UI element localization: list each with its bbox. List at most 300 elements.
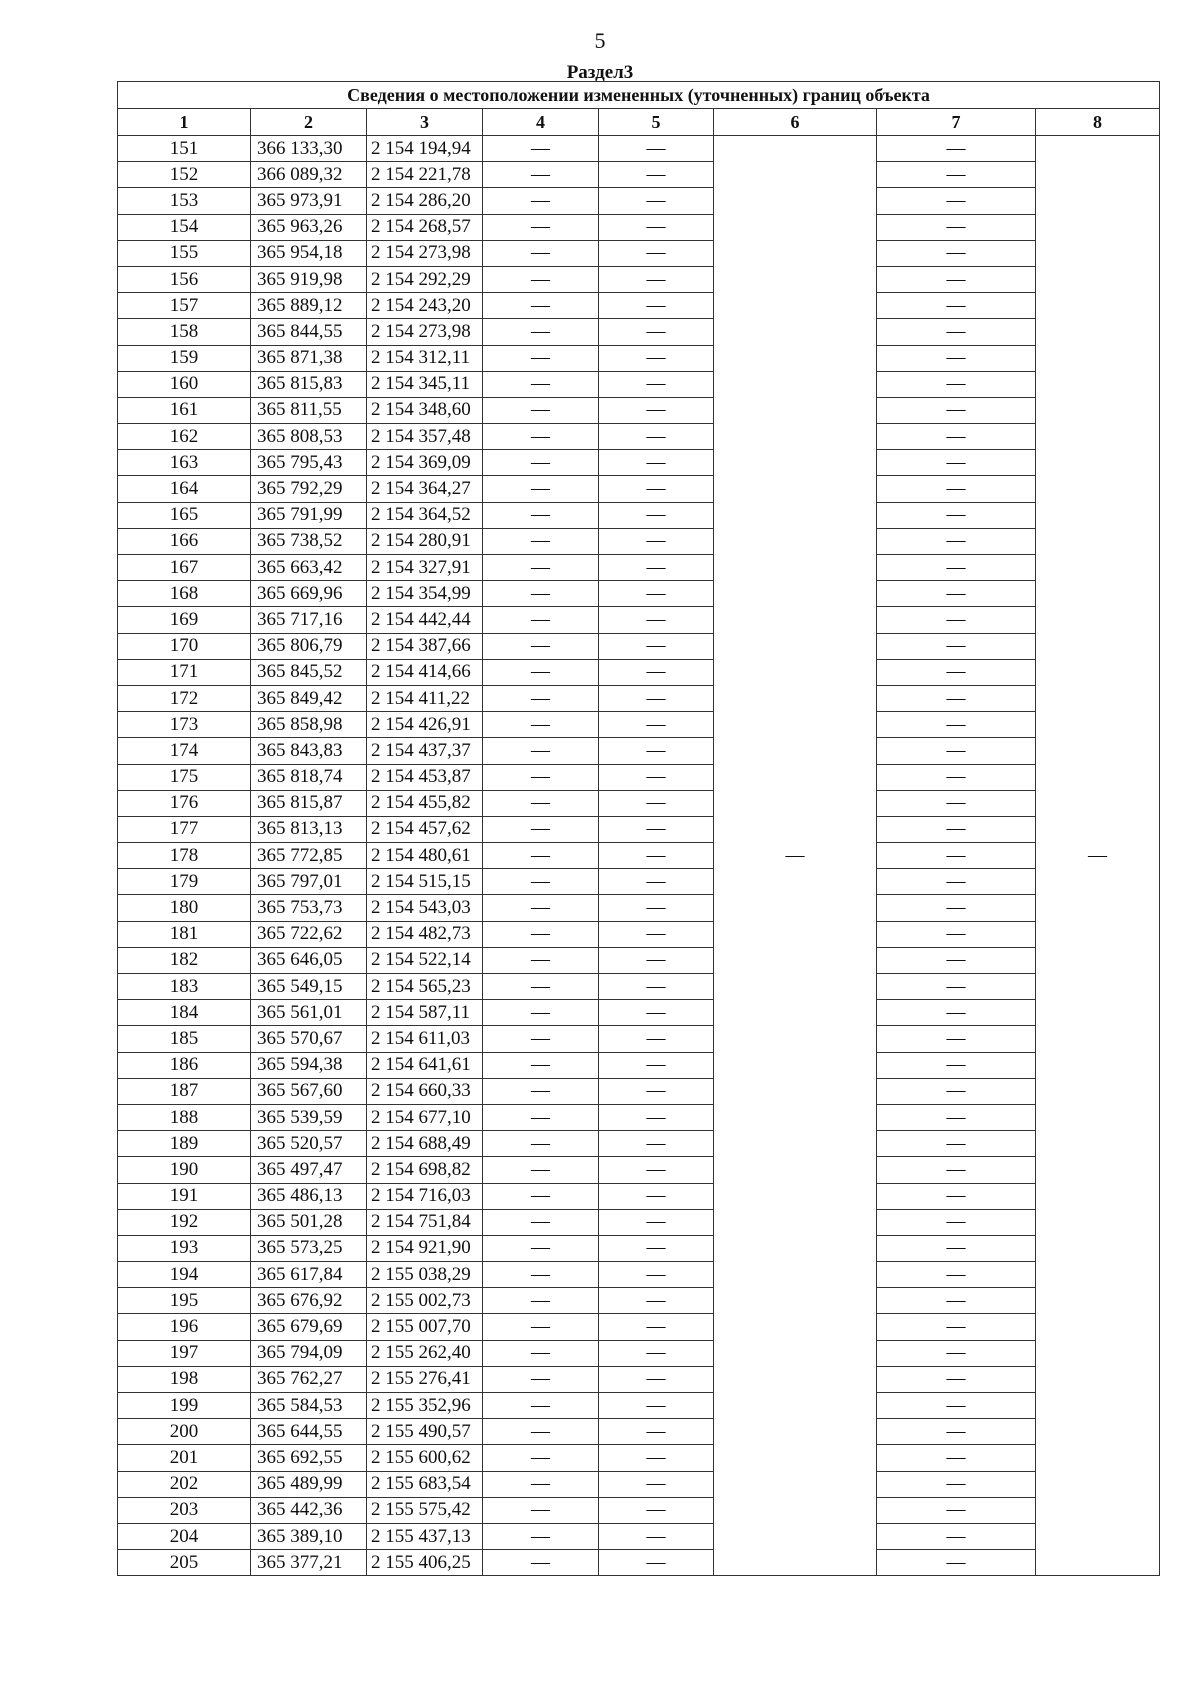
column-5-cell: — — [599, 1288, 714, 1314]
column-4-cell: — — [483, 1183, 599, 1209]
point-number-cell: 171 — [118, 659, 251, 685]
point-number-cell: 203 — [118, 1497, 251, 1523]
point-number-cell: 177 — [118, 816, 251, 842]
column-header: 1 — [118, 109, 251, 136]
table-row — [118, 1000, 1160, 1026]
y-coordinate-cell: 2 154 268,57 — [367, 214, 483, 240]
column-7-cell: — — [877, 659, 1036, 685]
column-5-cell: — — [599, 424, 714, 450]
x-coordinate-cell: 365 442,36 — [251, 1497, 367, 1523]
table-row — [118, 1183, 1160, 1209]
y-coordinate-cell: 2 154 243,20 — [367, 293, 483, 319]
column-5-cell: — — [599, 764, 714, 790]
column-5-cell: — — [599, 1131, 714, 1157]
point-number-cell: 196 — [118, 1314, 251, 1340]
y-coordinate-cell: 2 155 007,70 — [367, 1314, 483, 1340]
x-coordinate-cell: 365 815,83 — [251, 371, 367, 397]
column-4-cell: — — [483, 1235, 599, 1261]
y-coordinate-cell: 2 154 482,73 — [367, 921, 483, 947]
column-7-cell: — — [877, 633, 1036, 659]
x-coordinate-cell: 365 646,05 — [251, 947, 367, 973]
y-coordinate-cell: 2 154 751,84 — [367, 1209, 483, 1235]
x-coordinate-cell: 365 813,13 — [251, 816, 367, 842]
column-4-cell: — — [483, 816, 599, 842]
y-coordinate-cell: 2 154 611,03 — [367, 1026, 483, 1052]
y-coordinate-cell: 2 154 387,66 — [367, 633, 483, 659]
y-coordinate-cell: 2 154 411,22 — [367, 685, 483, 711]
y-coordinate-cell: 2 154 273,98 — [367, 240, 483, 266]
point-number-cell: 160 — [118, 371, 251, 397]
x-coordinate-cell: 365 795,43 — [251, 450, 367, 476]
x-coordinate-cell: 365 858,98 — [251, 712, 367, 738]
column-7-cell: — — [877, 1262, 1036, 1288]
column-4-cell: — — [483, 476, 599, 502]
column-4-cell: — — [483, 1209, 599, 1235]
column-4-cell: — — [483, 293, 599, 319]
column-7-cell: — — [877, 345, 1036, 371]
x-coordinate-cell: 366 133,30 — [251, 136, 367, 162]
column-5-cell: — — [599, 1052, 714, 1078]
y-coordinate-cell: 2 154 354,99 — [367, 581, 483, 607]
point-number-cell: 164 — [118, 476, 251, 502]
column-5-cell: — — [599, 397, 714, 423]
column-7-cell: — — [877, 555, 1036, 581]
column-5-cell: — — [599, 659, 714, 685]
x-coordinate-cell: 365 663,42 — [251, 555, 367, 581]
table-row — [118, 738, 1160, 764]
column-5-cell: — — [599, 1235, 714, 1261]
x-coordinate-cell: 365 843,83 — [251, 738, 367, 764]
column-5-cell: — — [599, 240, 714, 266]
y-coordinate-cell: 2 155 600,62 — [367, 1445, 483, 1471]
x-coordinate-cell: 365 567,60 — [251, 1078, 367, 1104]
column-7-cell: — — [877, 685, 1036, 711]
y-coordinate-cell: 2 155 262,40 — [367, 1340, 483, 1366]
table-row — [118, 1131, 1160, 1157]
y-coordinate-cell: 2 154 345,11 — [367, 371, 483, 397]
column-4-cell: — — [483, 555, 599, 581]
column-4-cell: — — [483, 214, 599, 240]
column-5-cell: — — [599, 869, 714, 895]
column-5-cell: — — [599, 738, 714, 764]
column-5-cell: — — [599, 843, 714, 869]
table-row — [118, 1419, 1160, 1445]
column-4-cell: — — [483, 1366, 599, 1392]
column-4-cell: — — [483, 790, 599, 816]
point-number-cell: 153 — [118, 188, 251, 214]
point-number-cell: 156 — [118, 266, 251, 292]
table-row — [118, 214, 1160, 240]
y-coordinate-cell: 2 154 455,82 — [367, 790, 483, 816]
column-5-cell: — — [599, 1419, 714, 1445]
column-4-cell: — — [483, 659, 599, 685]
y-coordinate-cell: 2 154 327,91 — [367, 555, 483, 581]
column-4-cell: — — [483, 1314, 599, 1340]
y-coordinate-cell: 2 154 364,27 — [367, 476, 483, 502]
y-coordinate-cell: 2 154 522,14 — [367, 947, 483, 973]
table-row — [118, 1104, 1160, 1130]
table-row — [118, 450, 1160, 476]
table-caption: Сведения о местоположении измененных (уточненных) границ объекта — [118, 82, 1160, 109]
column-4-cell: — — [483, 1445, 599, 1471]
y-coordinate-cell: 2 155 352,96 — [367, 1393, 483, 1419]
column-7-cell: — — [877, 1366, 1036, 1392]
x-coordinate-cell: 365 549,15 — [251, 974, 367, 1000]
column-5-cell: — — [599, 1209, 714, 1235]
x-coordinate-cell: 365 808,53 — [251, 424, 367, 450]
x-coordinate-cell: 365 963,26 — [251, 214, 367, 240]
point-number-cell: 158 — [118, 319, 251, 345]
column-5-cell: — — [599, 1078, 714, 1104]
point-number-cell: 167 — [118, 555, 251, 581]
column-header: 8 — [1036, 109, 1160, 136]
x-coordinate-cell: 365 486,13 — [251, 1183, 367, 1209]
column-4-cell: — — [483, 1523, 599, 1549]
point-number-cell: 204 — [118, 1523, 251, 1549]
point-number-cell: 180 — [118, 895, 251, 921]
x-coordinate-cell: 365 520,57 — [251, 1131, 367, 1157]
x-coordinate-cell: 365 753,73 — [251, 895, 367, 921]
point-number-cell: 166 — [118, 528, 251, 554]
x-coordinate-cell: 365 722,62 — [251, 921, 367, 947]
column-4-cell: — — [483, 895, 599, 921]
table-row — [118, 240, 1160, 266]
point-number-cell: 172 — [118, 685, 251, 711]
column-4-cell: — — [483, 1104, 599, 1130]
table-row — [118, 162, 1160, 188]
column-5-cell: — — [599, 345, 714, 371]
x-coordinate-cell: 365 762,27 — [251, 1366, 367, 1392]
column-7-cell: — — [877, 1000, 1036, 1026]
point-number-cell: 157 — [118, 293, 251, 319]
table-row — [118, 921, 1160, 947]
x-coordinate-cell: 365 806,79 — [251, 633, 367, 659]
y-coordinate-cell: 2 154 543,03 — [367, 895, 483, 921]
point-number-cell: 151 — [118, 136, 251, 162]
point-number-cell: 178 — [118, 843, 251, 869]
table-row — [118, 555, 1160, 581]
column-7-cell: — — [877, 1209, 1036, 1235]
point-number-cell: 169 — [118, 607, 251, 633]
column-4-cell: — — [483, 947, 599, 973]
table-row — [118, 1340, 1160, 1366]
column-4-cell: — — [483, 974, 599, 1000]
x-coordinate-cell: 365 791,99 — [251, 502, 367, 528]
x-coordinate-cell: 365 792,29 — [251, 476, 367, 502]
column-7-cell: — — [877, 371, 1036, 397]
x-coordinate-cell: 365 594,38 — [251, 1052, 367, 1078]
column-4-cell: — — [483, 319, 599, 345]
column-header-row — [118, 109, 1160, 136]
point-number-cell: 193 — [118, 1235, 251, 1261]
x-coordinate-cell: 365 389,10 — [251, 1523, 367, 1549]
column-5-cell: — — [599, 528, 714, 554]
table-row — [118, 1235, 1160, 1261]
y-coordinate-cell: 2 154 348,60 — [367, 397, 483, 423]
y-coordinate-cell: 2 154 677,10 — [367, 1104, 483, 1130]
column-7-cell: — — [877, 947, 1036, 973]
column-4-cell: — — [483, 607, 599, 633]
table-row — [118, 1026, 1160, 1052]
y-coordinate-cell: 2 154 194,94 — [367, 136, 483, 162]
point-number-cell: 186 — [118, 1052, 251, 1078]
column-header: 5 — [599, 109, 714, 136]
point-number-cell: 183 — [118, 974, 251, 1000]
x-coordinate-cell: 365 844,55 — [251, 319, 367, 345]
column-4-cell: — — [483, 1262, 599, 1288]
table-row — [118, 371, 1160, 397]
column-5-cell: — — [599, 607, 714, 633]
table-row — [118, 659, 1160, 685]
column-4-cell: — — [483, 1340, 599, 1366]
column-5-cell: — — [599, 476, 714, 502]
y-coordinate-cell: 2 155 406,25 — [367, 1550, 483, 1576]
point-number-cell: 205 — [118, 1550, 251, 1576]
table-row — [118, 502, 1160, 528]
point-number-cell: 168 — [118, 581, 251, 607]
y-coordinate-cell: 2 154 587,11 — [367, 1000, 483, 1026]
y-coordinate-cell: 2 154 442,44 — [367, 607, 483, 633]
column-5-cell: — — [599, 214, 714, 240]
y-coordinate-cell: 2 154 641,61 — [367, 1052, 483, 1078]
y-coordinate-cell: 2 154 292,29 — [367, 266, 483, 292]
column-5-cell: — — [599, 1000, 714, 1026]
x-coordinate-cell: 365 570,67 — [251, 1026, 367, 1052]
x-coordinate-cell: 365 794,09 — [251, 1340, 367, 1366]
table-row — [118, 188, 1160, 214]
point-number-cell: 188 — [118, 1104, 251, 1130]
column-5-cell: — — [599, 816, 714, 842]
column-8-merged-cell: — — [1036, 136, 1160, 1576]
column-5-cell: — — [599, 1393, 714, 1419]
table-row — [118, 607, 1160, 633]
column-7-cell: — — [877, 895, 1036, 921]
x-coordinate-cell: 365 501,28 — [251, 1209, 367, 1235]
column-5-cell: — — [599, 947, 714, 973]
table-row — [118, 1209, 1160, 1235]
point-number-cell: 173 — [118, 712, 251, 738]
table-row — [118, 581, 1160, 607]
column-header: 7 — [877, 109, 1036, 136]
table-body — [118, 136, 1160, 1576]
column-7-cell: — — [877, 764, 1036, 790]
column-4-cell: — — [483, 450, 599, 476]
column-header: 4 — [483, 109, 599, 136]
column-5-cell: — — [599, 555, 714, 581]
column-7-cell: — — [877, 1419, 1036, 1445]
table-row — [118, 397, 1160, 423]
table-row — [118, 974, 1160, 1000]
table-row — [118, 319, 1160, 345]
column-7-cell: — — [877, 450, 1036, 476]
column-4-cell: — — [483, 345, 599, 371]
column-7-cell: — — [877, 712, 1036, 738]
column-4-cell: — — [483, 633, 599, 659]
column-7-cell: — — [877, 1183, 1036, 1209]
point-number-cell: 170 — [118, 633, 251, 659]
column-4-cell: — — [483, 528, 599, 554]
column-4-cell: — — [483, 397, 599, 423]
y-coordinate-cell: 2 154 457,62 — [367, 816, 483, 842]
table-row — [118, 843, 1160, 869]
column-5-cell: — — [599, 974, 714, 1000]
column-4-cell: — — [483, 1471, 599, 1497]
column-4-cell: — — [483, 502, 599, 528]
column-7-cell: — — [877, 607, 1036, 633]
column-7-cell: — — [877, 1104, 1036, 1130]
column-4-cell: — — [483, 1497, 599, 1523]
column-4-cell: — — [483, 240, 599, 266]
column-5-cell: — — [599, 1471, 714, 1497]
column-5-cell: — — [599, 685, 714, 711]
column-5-cell: — — [599, 1497, 714, 1523]
x-coordinate-cell: 365 692,55 — [251, 1445, 367, 1471]
column-7-cell: — — [877, 502, 1036, 528]
point-number-cell: 165 — [118, 502, 251, 528]
column-5-cell: — — [599, 1523, 714, 1549]
column-7-cell: — — [877, 136, 1036, 162]
point-number-cell: 189 — [118, 1131, 251, 1157]
table-row — [118, 895, 1160, 921]
column-7-cell: — — [877, 1340, 1036, 1366]
column-7-cell: — — [877, 790, 1036, 816]
column-4-cell: — — [483, 712, 599, 738]
column-5-cell: — — [599, 633, 714, 659]
section-title: Раздел3 — [566, 62, 634, 83]
y-coordinate-cell: 2 154 515,15 — [367, 869, 483, 895]
column-header: 6 — [714, 109, 877, 136]
column-header: 2 — [251, 109, 367, 136]
point-number-cell: 184 — [118, 1000, 251, 1026]
column-7-cell: — — [877, 397, 1036, 423]
table-row — [118, 528, 1160, 554]
table-row — [118, 712, 1160, 738]
x-coordinate-cell: 365 539,59 — [251, 1104, 367, 1130]
y-coordinate-cell: 2 154 280,91 — [367, 528, 483, 554]
x-coordinate-cell: 365 561,01 — [251, 1000, 367, 1026]
column-4-cell: — — [483, 136, 599, 162]
y-coordinate-cell: 2 155 038,29 — [367, 1262, 483, 1288]
y-coordinate-cell: 2 154 357,48 — [367, 424, 483, 450]
column-5-cell: — — [599, 502, 714, 528]
y-coordinate-cell: 2 154 480,61 — [367, 843, 483, 869]
table-row — [118, 1314, 1160, 1340]
x-coordinate-cell: 365 871,38 — [251, 345, 367, 371]
column-7-cell: — — [877, 1550, 1036, 1576]
point-number-cell: 181 — [118, 921, 251, 947]
column-4-cell: — — [483, 581, 599, 607]
column-5-cell: — — [599, 1026, 714, 1052]
y-coordinate-cell: 2 154 273,98 — [367, 319, 483, 345]
x-coordinate-cell: 365 584,53 — [251, 1393, 367, 1419]
column-7-cell: — — [877, 1078, 1036, 1104]
table-row — [118, 266, 1160, 292]
x-coordinate-cell: 365 845,52 — [251, 659, 367, 685]
x-coordinate-cell: 365 676,92 — [251, 1288, 367, 1314]
column-7-cell: — — [877, 528, 1036, 554]
column-5-cell: — — [599, 790, 714, 816]
y-coordinate-cell: 2 154 414,66 — [367, 659, 483, 685]
y-coordinate-cell: 2 154 437,37 — [367, 738, 483, 764]
column-4-cell: — — [483, 1288, 599, 1314]
table-row — [118, 1262, 1160, 1288]
point-number-cell: 154 — [118, 214, 251, 240]
x-coordinate-cell: 365 679,69 — [251, 1314, 367, 1340]
column-4-cell: — — [483, 266, 599, 292]
column-5-cell: — — [599, 1340, 714, 1366]
x-coordinate-cell: 365 497,47 — [251, 1157, 367, 1183]
y-coordinate-cell: 2 154 221,78 — [367, 162, 483, 188]
x-coordinate-cell: 365 797,01 — [251, 869, 367, 895]
column-7-cell: — — [877, 1445, 1036, 1471]
column-5-cell: — — [599, 162, 714, 188]
column-4-cell: — — [483, 1052, 599, 1078]
y-coordinate-cell: 2 155 437,13 — [367, 1523, 483, 1549]
column-5-cell: — — [599, 895, 714, 921]
column-5-cell: — — [599, 319, 714, 345]
column-7-cell: — — [877, 266, 1036, 292]
table-row — [118, 424, 1160, 450]
column-7-cell: — — [877, 476, 1036, 502]
x-coordinate-cell: 365 377,21 — [251, 1550, 367, 1576]
point-number-cell: 187 — [118, 1078, 251, 1104]
point-number-cell: 159 — [118, 345, 251, 371]
point-number-cell: 202 — [118, 1471, 251, 1497]
column-5-cell: — — [599, 1104, 714, 1130]
x-coordinate-cell: 365 954,18 — [251, 240, 367, 266]
column-4-cell: — — [483, 371, 599, 397]
column-4-cell: — — [483, 738, 599, 764]
column-5-cell: — — [599, 1445, 714, 1471]
column-4-cell: — — [483, 424, 599, 450]
x-coordinate-cell: 366 089,32 — [251, 162, 367, 188]
x-coordinate-cell: 365 849,42 — [251, 685, 367, 711]
point-number-cell: 174 — [118, 738, 251, 764]
table-row — [118, 1366, 1160, 1392]
table-row — [118, 869, 1160, 895]
point-number-cell: 163 — [118, 450, 251, 476]
point-number-cell: 162 — [118, 424, 251, 450]
point-number-cell: 200 — [118, 1419, 251, 1445]
x-coordinate-cell: 365 772,85 — [251, 843, 367, 869]
column-4-cell: — — [483, 1000, 599, 1026]
x-coordinate-cell: 365 889,12 — [251, 293, 367, 319]
x-coordinate-cell: 365 815,87 — [251, 790, 367, 816]
x-coordinate-cell: 365 617,84 — [251, 1262, 367, 1288]
y-coordinate-cell: 2 154 369,09 — [367, 450, 483, 476]
column-4-cell: — — [483, 843, 599, 869]
y-coordinate-cell: 2 154 716,03 — [367, 1183, 483, 1209]
column-7-cell: — — [877, 293, 1036, 319]
column-7-cell: — — [877, 1471, 1036, 1497]
column-7-cell: — — [877, 162, 1036, 188]
table-row — [118, 764, 1160, 790]
column-4-cell: — — [483, 869, 599, 895]
point-number-cell: 194 — [118, 1262, 251, 1288]
x-coordinate-cell: 365 489,99 — [251, 1471, 367, 1497]
column-4-cell: — — [483, 1026, 599, 1052]
table-row — [118, 293, 1160, 319]
point-number-cell: 191 — [118, 1183, 251, 1209]
point-number-cell: 155 — [118, 240, 251, 266]
column-5-cell: — — [599, 136, 714, 162]
column-4-cell: — — [483, 1078, 599, 1104]
table-row — [118, 1471, 1160, 1497]
point-number-cell: 176 — [118, 790, 251, 816]
column-5-cell: — — [599, 581, 714, 607]
column-7-cell: — — [877, 581, 1036, 607]
table-row — [118, 1157, 1160, 1183]
